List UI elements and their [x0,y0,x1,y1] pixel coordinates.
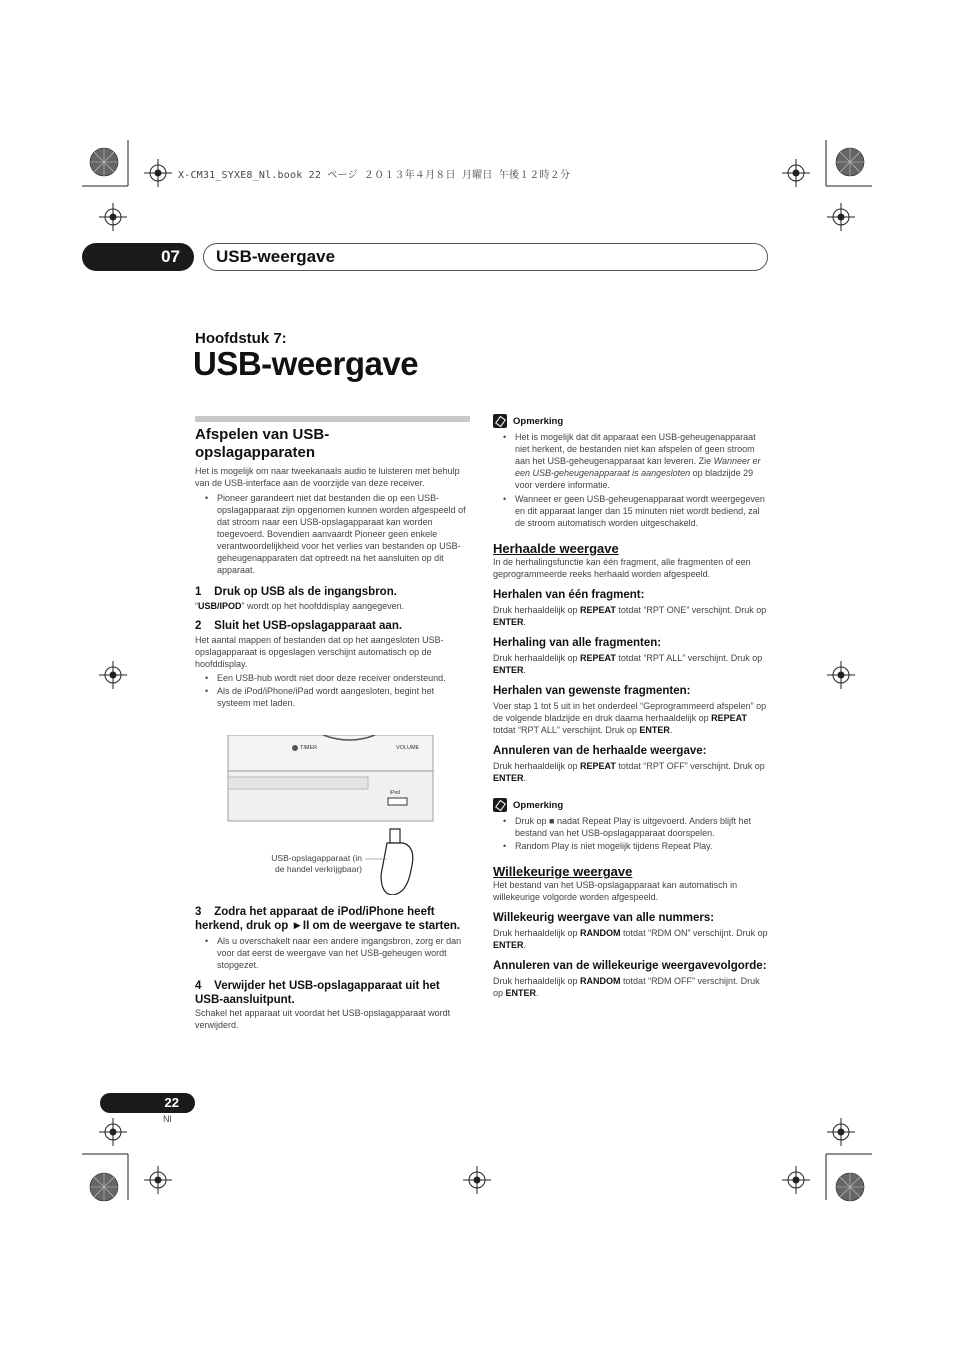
step-2-title: 2 Sluit het USB-opslagapparaat aan. [195,620,403,632]
chapter-label: Hoofdstuk 7: [195,330,287,347]
pencil-note-icon [493,798,507,812]
repeat-playback-title: Herhaalde weergave [493,541,619,556]
note-1-bullet-1: • Het is mogelijk dat dit apparaat een USB-geheugenapparaat niet herkent, de bestanden niet kan afspelen of geen stroom aan het USB-geheugenapparaat kan leveren. Zie Wanneer er een USB-geheugenapparaat is aangesloten op bladzijde 29 voor verdere informatie. [493,431,768,491]
running-header-title: USB-weergave [203,243,768,271]
note-heading-2: Opmerking [493,798,768,812]
repeat-all-text: Druk herhaaldelijk op REPEAT totdat “RPT ALL” verschijnt. Druk op ENTER. [493,653,763,675]
right-column [493,414,768,999]
step-3-bullet: • Als u overschakelt naar een andere ingangsbron, zorg er dan voor dat eerst de weergave van het USB-geheugen wordt stopgezet. [195,935,470,971]
page-number: 22 [100,1093,195,1113]
section-title: Afspelen van USB- opslagapparaten [195,426,330,461]
step-4-title: 4 Verwijder het USB-opslagapparaat uit het USB-aansluitpunt. [195,980,440,1006]
random-all-title: Willekeurig weergave van alle nummers: [493,912,715,924]
random-intro: Het bestand van het USB-opslagapparaat kan automatisch in willekeurige volgorde worden afgespeeld. [493,880,738,902]
step-1-title: 1 Druk op USB als de ingangsbron. [195,586,397,598]
repeat-cancel-title: Annuleren van de herhaalde weergave: [493,745,707,757]
language-code: Nl [163,1114,172,1124]
repeat-one-title: Herhalen van één fragment: [493,589,645,601]
print-info-line: X-CM31_SYXE8_Nl.book 22 ページ ２０１３年４月８日 月曜日 午後１２時２分 [178,170,571,181]
timer-label: TIMER [300,745,318,751]
random-playback-title: Willekeurige weergave [493,864,633,879]
intro-bullet: • Pioneer garandeert niet dat bestanden die op een USB-opslagapparaat zijn opgenomen kunnen worden afgespeeld of dat stroom naar een USB-opslagapparaat kan worden toegevoerd. Bovendien aanvaardt Pioneer geen enkele verantwoordelijkheid voor het verlies van bestanden op USB-geheugenapparaten dat optreedt na het aansluiten op dit apparaat. [195,492,470,576]
random-cancel-text: Druk herhaaldelijk op RANDOM totdat “RDM OFF” verschijnt. Druk op ENTER. [493,976,760,998]
random-all-text: Druk herhaaldelijk op RANDOM totdat “RDM ON” verschijnt. Druk op ENTER. [493,928,768,950]
repeat-intro: In de herhalingsfunctie kan één fragment, alle fragmenten of een geprogrammeerde reeks herhaald worden afgespeeld. [493,557,751,579]
step-2-bullet-1: • Een USB-hub wordt niet door deze receiver ondersteund. [195,672,470,684]
repeat-all-title: Herhaling van alle fragmenten: [493,637,662,649]
section-divider [195,416,470,422]
note-2-bullet-2: • Random Play is niet mogelijk tijdens Repeat Play. [493,840,768,852]
note-1-bullet-2: • Wanneer er geen USB-geheugenapparaat wordt weergegeven en dit apparaat langer dan 15 minuten niet wordt bediend, zal de stroom automatisch worden uitgeschakeld. [493,493,768,529]
step-2-text: Het aantal mappen of bestanden dat op het aangesloten USB-opslagapparaat is opgeslagen verschijnt automatisch op de hoofddisplay. [195,635,444,669]
volume-label: VOLUME [396,745,420,751]
pencil-note-icon [493,414,507,428]
page-title: USB-weergave [193,345,419,382]
repeat-cancel-text: Druk herhaaldelijk op REPEAT totdat “RPT OFF” verschijnt. Druk op ENTER. [493,761,765,783]
step-2-bullet-2: • Als de iPod/iPhone/iPad wordt aangesloten, begint het systeem met laden. [195,685,470,709]
intro-text: Het is mogelijk om naar tweekanaals audio te luisteren met behulp van de USB-interface aan de voorzijde van deze receiver. [195,466,460,488]
step-4-text: Schakel het apparaat uit voordat het USB-opslagapparaat wordt verwijderd. [195,1008,451,1030]
note-2-bullet-1: • Druk op ■ nadat Repeat Play is uitgevoerd. Anders blijft het bestand van het USB-opslagapparaat doorspelen. [493,815,768,839]
ipod-port-label: iPod [390,790,401,796]
usb-device-callout: USB-opslagapparaat (in de handel verkrijgbaar) [271,853,362,874]
repeat-selected-text: Voer stap 1 tot 5 uit in het onderdeel “Geprogrammeerd afspelen” op de volgende bladzijde en druk daarna herhaaldelijk op REPEAT totdat “RPT ALL” verschijnt. Druk op ENTER. [493,701,767,735]
step-3-title: 3 Zodra het apparaat de iPod/iPhone heeft herkend, druk op ►II om de weergave te starten. [195,906,461,932]
step-1-text: “USB/IPOD” wordt op het hoofddisplay aangegeven. [195,601,405,611]
note-heading: Opmerking [493,414,768,428]
stop-icon: ■ [549,816,555,826]
left-column [195,426,470,709]
random-cancel-title: Annuleren van de willekeurige weergavevolgorde: [493,960,767,972]
left-column-lower [195,905,470,1031]
chapter-number-badge: 07 [82,243,194,271]
repeat-one-text: Druk herhaaldelijk op REPEAT totdat “RPT ONE” verschijnt. Druk op ENTER. [493,605,767,627]
repeat-selected-title: Herhalen van gewenste fragmenten: [493,685,691,697]
